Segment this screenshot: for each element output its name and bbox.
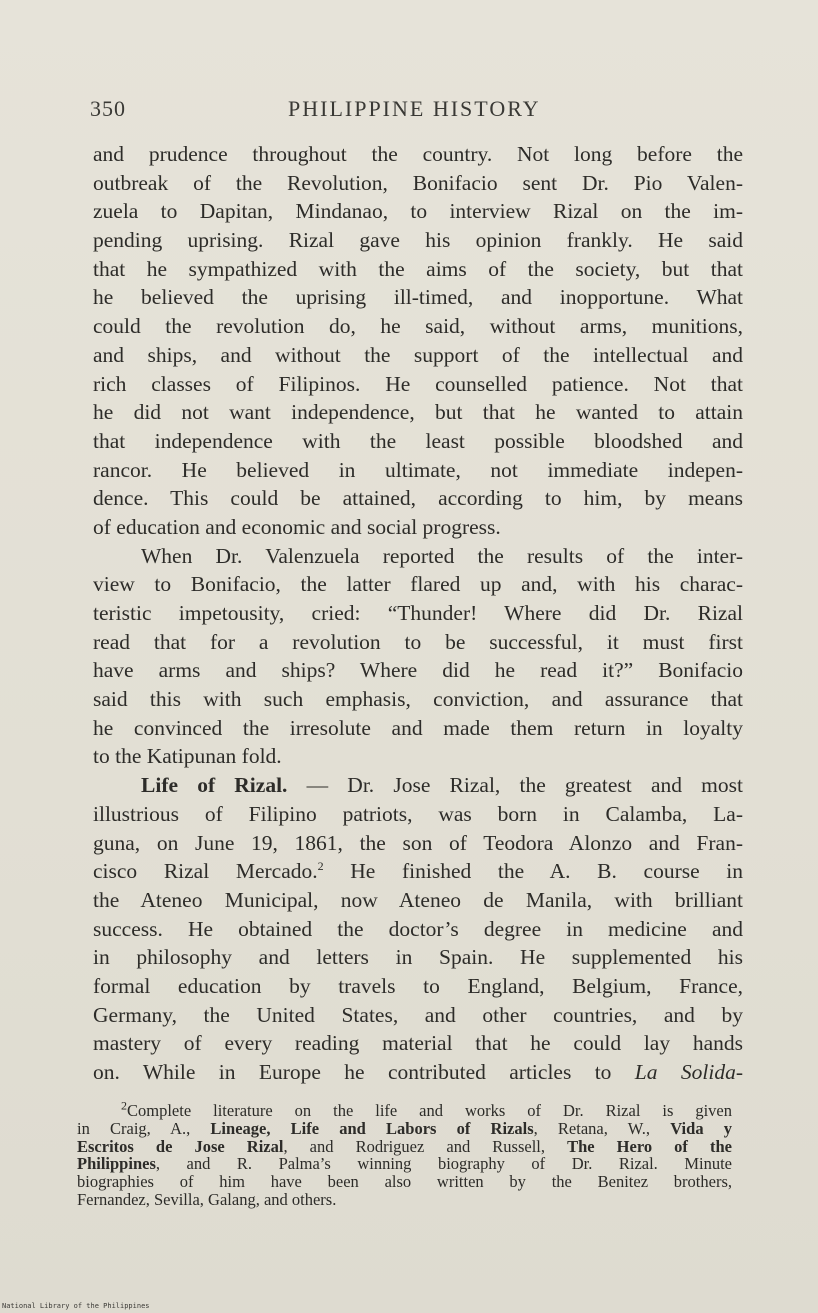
- text-line: read that for a revolution to be successful, it must first: [93, 629, 743, 654]
- bold-title: The Hero of the: [567, 1136, 732, 1156]
- text-line: guna, on June 19, 1861, the son of Teodora Alonzo and Fran-: [93, 830, 743, 855]
- footnote-line: [77, 1155, 732, 1173]
- footnote-line: [77, 1120, 732, 1138]
- text-line: pending uprising. Rizal gave his opinion frankly. He said: [93, 228, 743, 253]
- bold-title: Philippines: [77, 1154, 156, 1174]
- text-line: and prudence throughout the country. Not long before the: [93, 142, 743, 166]
- text-line: formal education by travels to England, Belgium, France,: [93, 973, 743, 998]
- text-line: in philosophy and letters in Spain. He supplemented his: [93, 945, 743, 970]
- italic-title: La Solida-: [634, 1060, 743, 1084]
- paragraph-3: [93, 771, 743, 1087]
- text-line: Germany, the United States, and other countries, and by: [93, 1002, 743, 1027]
- section-heading: Life of Rizal.: [141, 773, 288, 798]
- text-run: on. While in Europe he contributed articles to: [93, 1060, 635, 1084]
- text-run: , and Rodriguez and Russell,: [283, 1136, 568, 1156]
- text-run: — Dr. Jose Rizal, the greatest and most: [287, 773, 743, 798]
- text-line: he convinced the irresolute and made them return in loyalty: [93, 715, 743, 740]
- text-run: He finished the A. B. course in: [323, 859, 744, 884]
- library-watermark: National Library of the Philippines: [2, 1302, 150, 1310]
- text-line: illustrious of Filipino patriots, was born in Calamba, La-: [93, 801, 743, 826]
- text-line: success. He obtained the doctor’s degree in medicine and: [93, 916, 743, 941]
- text-line: he believed the uprising ill-timed, and inopportune. What: [93, 285, 743, 310]
- running-title: PHILIPPINE HISTORY: [288, 96, 541, 121]
- text-line: that independence with the least possible bloodshed and: [93, 428, 743, 453]
- text-run: , and R. Palma’s winning biography of Dr. Rizal. Minute: [155, 1154, 732, 1174]
- text-line: [93, 771, 743, 800]
- footnote-reference[interactable]: 2: [317, 859, 324, 874]
- text-line: of education and economic and social progress.: [93, 514, 501, 539]
- body-text: [93, 140, 743, 1087]
- footnote-line: Fernandez, Sevilla, Galang, and others.: [77, 1189, 337, 1209]
- paragraph-2: [93, 542, 743, 772]
- text-line: [93, 857, 743, 886]
- footnote-line: biographies of him have been also written by the Benitez brothers,: [77, 1172, 732, 1192]
- bold-title: Lineage, Life and Labors of Rizals: [210, 1118, 534, 1138]
- text-line: When Dr. Valenzuela reported the results of the inter-: [141, 543, 743, 568]
- text-line: said this with such emphasis, conviction, and assurance that: [93, 687, 743, 712]
- text-run: Complete literature on the life and works of Dr. Rizal is given: [127, 1101, 732, 1120]
- footnote-number: 2: [121, 1098, 127, 1113]
- text-line: teristic impetousity, cried: “Thunder! Where did Dr. Rizal: [93, 601, 743, 625]
- text-line: to the Katipunan fold.: [93, 744, 282, 769]
- text-line: zuela to Dapitan, Mindanao, to interview Rizal on the im-: [93, 199, 743, 224]
- page-number: 350: [90, 96, 126, 121]
- text-line: could the revolution do, he said, without arms, munitions,: [93, 314, 743, 339]
- paragraph-1: [93, 140, 743, 542]
- text-line: mastery of every reading material that he could lay hands: [93, 1031, 743, 1056]
- text-line: he did not want independence, but that he wanted to attain: [93, 400, 743, 425]
- page-header: [90, 96, 740, 128]
- text-line: [93, 1058, 743, 1087]
- text-run: in Craig, A.,: [77, 1118, 211, 1138]
- text-line: that he sympathized with the aims of the society, but that: [93, 256, 743, 281]
- bold-title: Vida y: [670, 1118, 732, 1138]
- text-line: the Ateneo Municipal, now Ateneo de Manila, with brilliant: [93, 887, 743, 912]
- text-line: view to Bonifacio, the latter flared up and, with his charac-: [93, 572, 743, 597]
- text-line: dence. This could be attained, according to him, by means: [93, 486, 743, 511]
- text-run: cisco Rizal Mercado.: [93, 859, 318, 884]
- text-line: rancor. He believed in ultimate, not immediate indepen-: [93, 457, 743, 482]
- bold-title: Escritos de Jose Rizal: [77, 1136, 284, 1156]
- text-line: and ships, and without the support of the intellectual and: [93, 342, 743, 367]
- text-line: outbreak of the Revolution, Bonifacio sent Dr. Pio Valen-: [93, 170, 743, 195]
- footnote: [77, 1098, 732, 1209]
- text-line: have arms and ships? Where did he read it?” Bonifacio: [93, 658, 743, 683]
- footnote-line: [77, 1138, 732, 1156]
- text-run: , Retana, W.,: [533, 1118, 671, 1138]
- text-line: rich classes of Filipinos. He counselled patience. Not that: [93, 371, 743, 396]
- footnote-line: [77, 1098, 732, 1120]
